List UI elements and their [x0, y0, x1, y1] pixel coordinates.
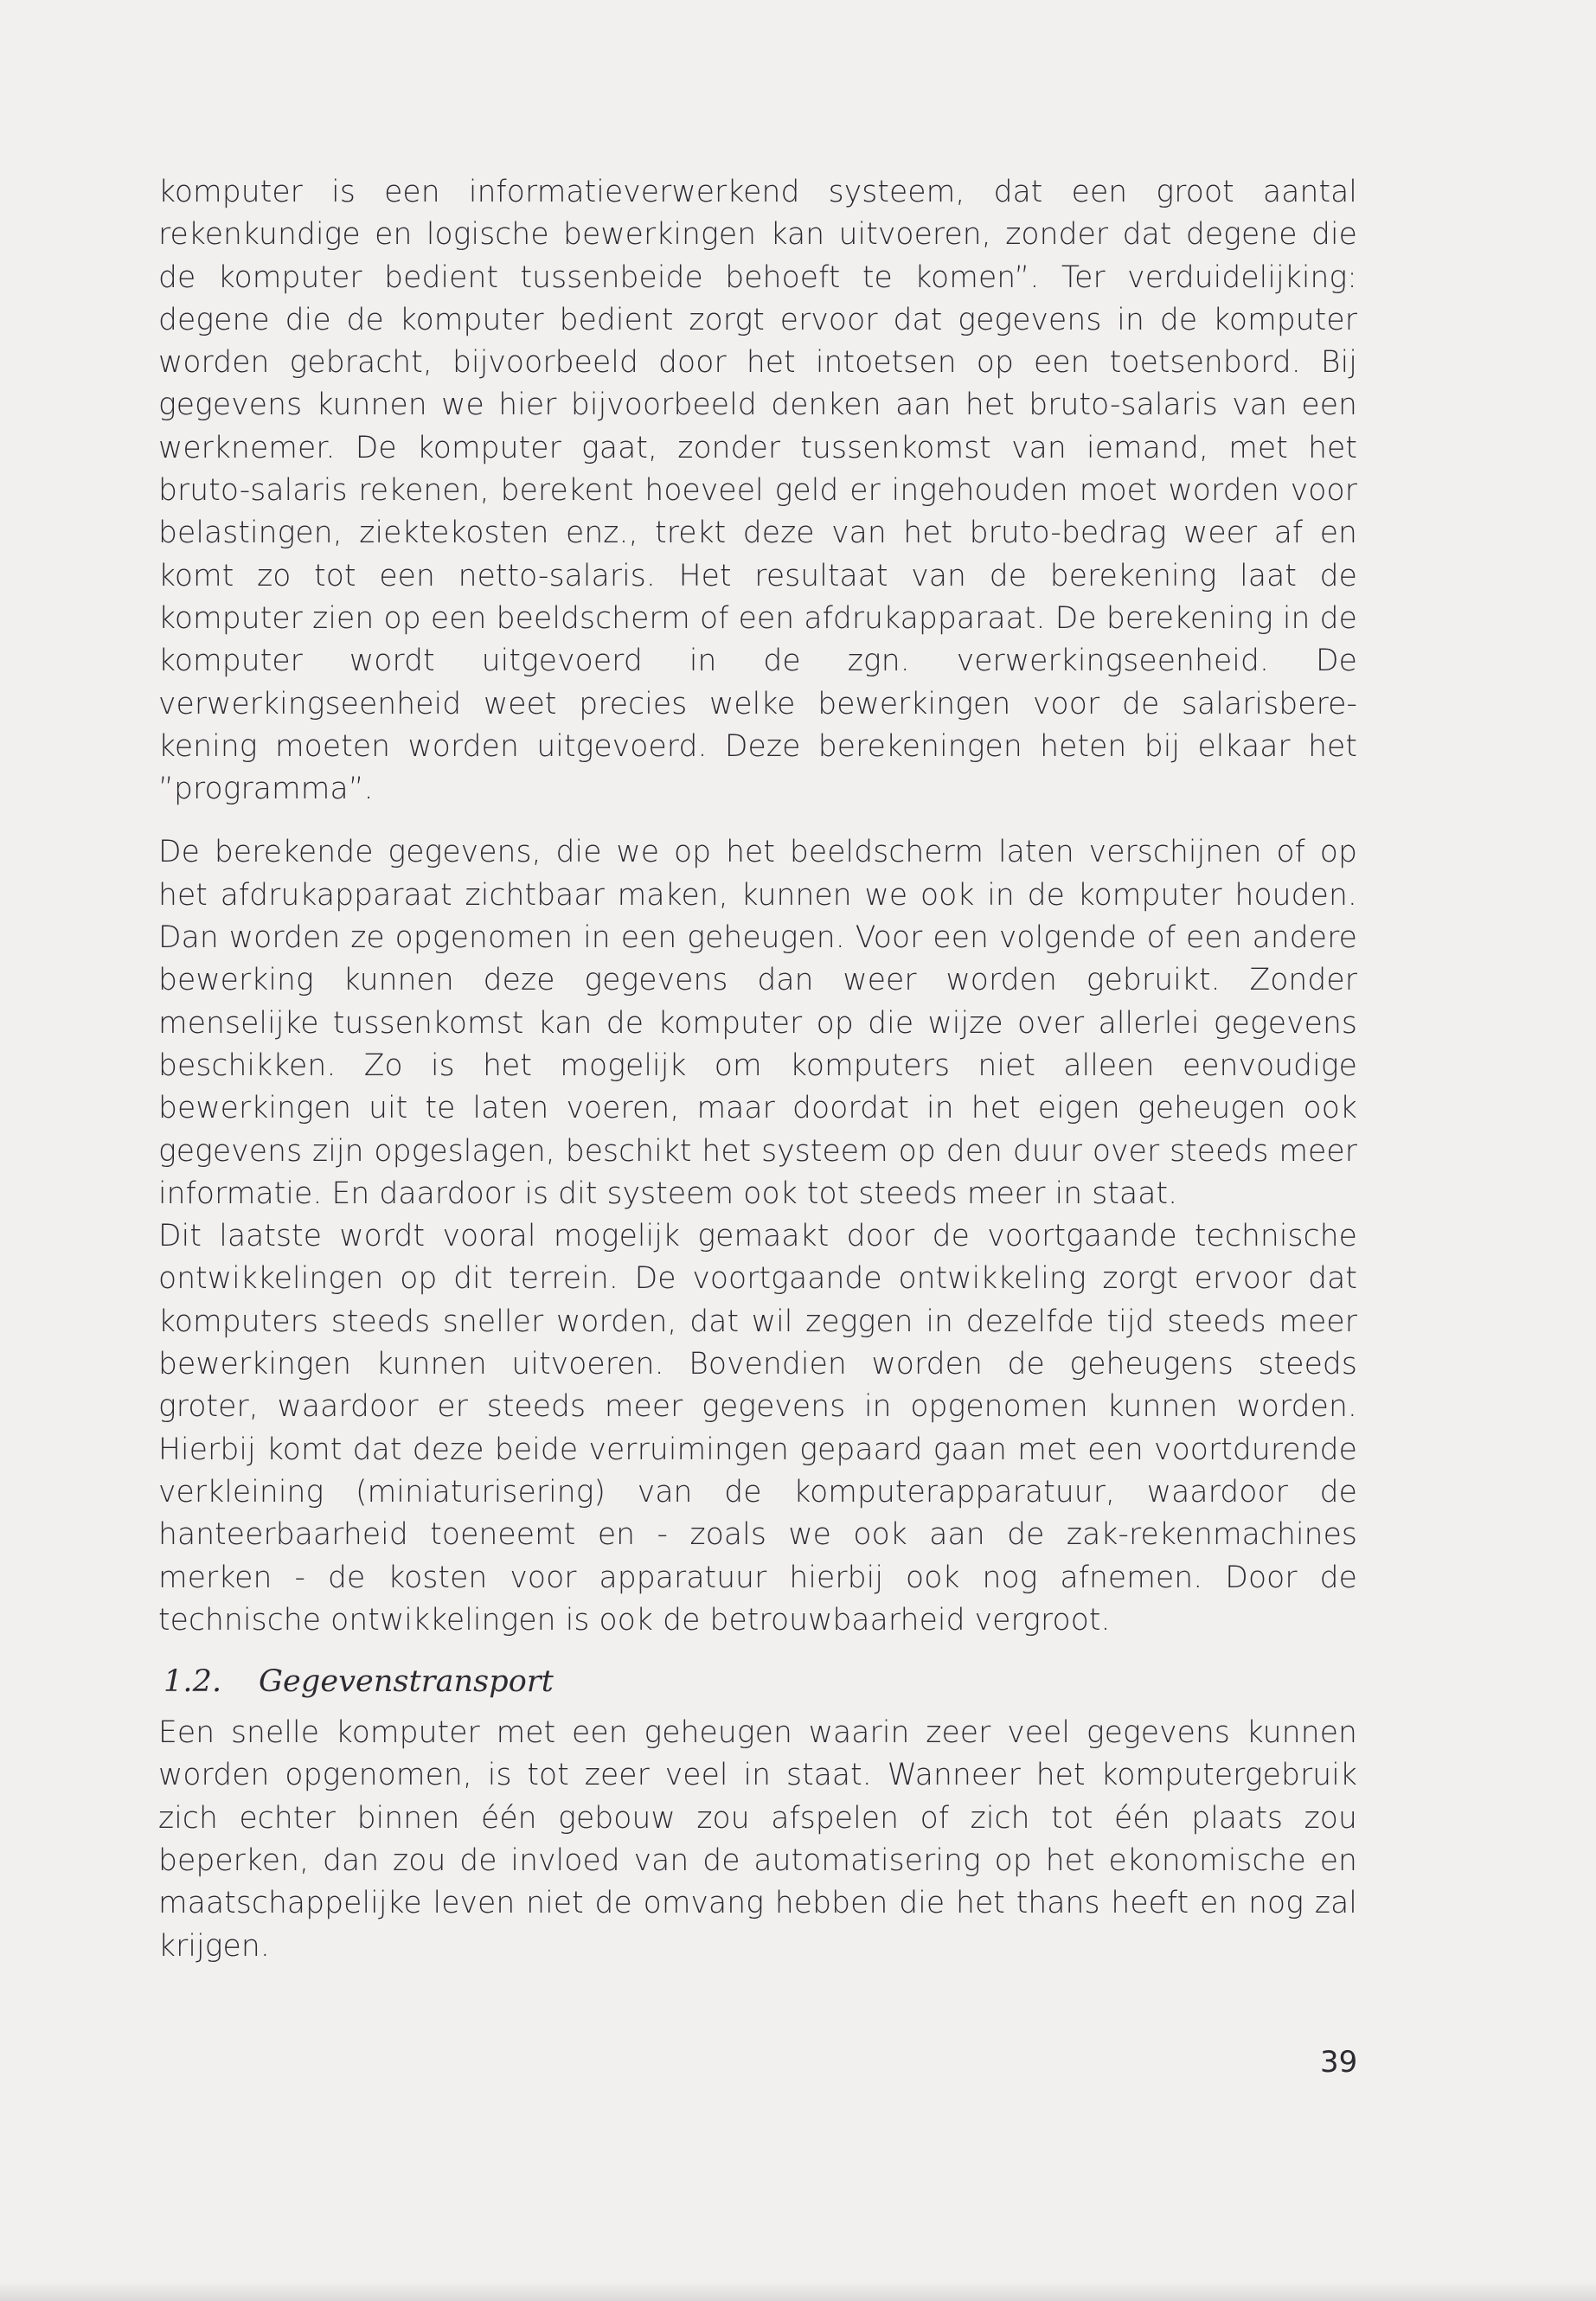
paragraph-data-transport: Een snelle komputer met een geheugen waarin zeer veel gegevens kunnen worden opgenomen, is tot zeer veel in staat. Wanneer het komputergebruik zich echter binnen één gebouw zou afspelen of zich tot één plaats zou beperken, dan zou de invloed van de automatisering op het ekonomische en maatschappelijke leven niet de omvang hebben die het thans heeft en nog zal krijgen. [158, 1715, 1357, 1964]
page-number: 39 [1320, 2045, 1358, 2080]
section-title: Gegevenstransport [259, 1664, 554, 1700]
paragraph-computer-definition: komputer is een informatieverwerkend systeem, dat een groot aantal rekenkundige en logische bewerkingen kan uitvoeren, zonder dat degene die de komputer bedient tussenbeide behoeft te komen”. Ter verduidelijking: degene die de komputer bedient zorgt ervoor dat gegevens in de komputer worden gebracht, bijvoorbeeld door het intoetsen op een toetsenbord. Bij gegevens kunnen we hier bijvoorbeeld denken aan het bruto-salaris van een werknemer. De komputer gaat, zonder tussenkomst van iemand, met het bruto-salaris rekenen, berekent hoeveel geld er ingehouden moet worden voor belastingen, ziektekosten enz., trekt deze van het bruto-bedrag weer af en komt zo tot een netto-salaris. Het resultaat van de berekening laat de komputer zien op een beeldscherm of een afdrukapparaat. De berekening in de komputer wordt uitgevoerd in de zgn. verwerkingseenheid. De verwerkingseenheid weet precies welke bewerkingen voor de salarisbere-kening moeten worden uitgevoerd. Deze berekeningen heten bij elkaar het ”programma”. [158, 175, 1357, 807]
section-heading [163, 1661, 1357, 1703]
paragraph-technical-developments: Dit laatste wordt vooral mogelijk gemaakt door de voortgaande technische ontwikkelingen op dit terrein. De voortgaande ontwikkeling zorgt ervoor dat komputers steeds sneller worden, dat wil zeggen in dezelfde tijd steeds meer bewerkingen kunnen uitvoeren. Bovendien worden de geheugens steeds groter, waardoor er steeds meer gegevens in opgenomen kunnen worden. Hierbij komt dat deze beide verruimingen gepaard gaan met een voortdurende verkleining (miniaturisering) van de komputerapparatuur, waardoor de hanteerbaarheid toeneemt en - zoals we ook aan de zak-rekenmachines merken - de kosten voor apparatuur hierbij ook nog afnemen. Door de technische ontwikkelingen is ook de betrouwbaarheid vergroot. [158, 1219, 1357, 1638]
paragraph-memory: De berekende gegevens, die we op het beeldscherm laten verschijnen of op het afdrukapparaat zichtbaar maken, kunnen we ook in de komputer houden. Dan worden ze opgenomen in een geheugen. Voor een volgende of een andere bewerking kunnen deze gegevens dan weer worden gebruikt. Zonder menselijke tussenkomst kan de komputer op die wijze over allerlei gegevens beschikken. Zo is het mogelijk om komputers niet alleen eenvoudige bewerkingen uit te laten voeren, maar doordat in het eigen geheugen ook gegevens zijn opgeslagen, beschikt het systeem op den duur over steeds meer informatie. En daardoor is dit systeem ook tot steeds meer in staat. [158, 835, 1357, 1211]
page-body [158, 171, 1357, 1968]
page-bottom-edge [0, 2282, 1596, 2301]
section-number: 1.2. [163, 1664, 222, 1700]
